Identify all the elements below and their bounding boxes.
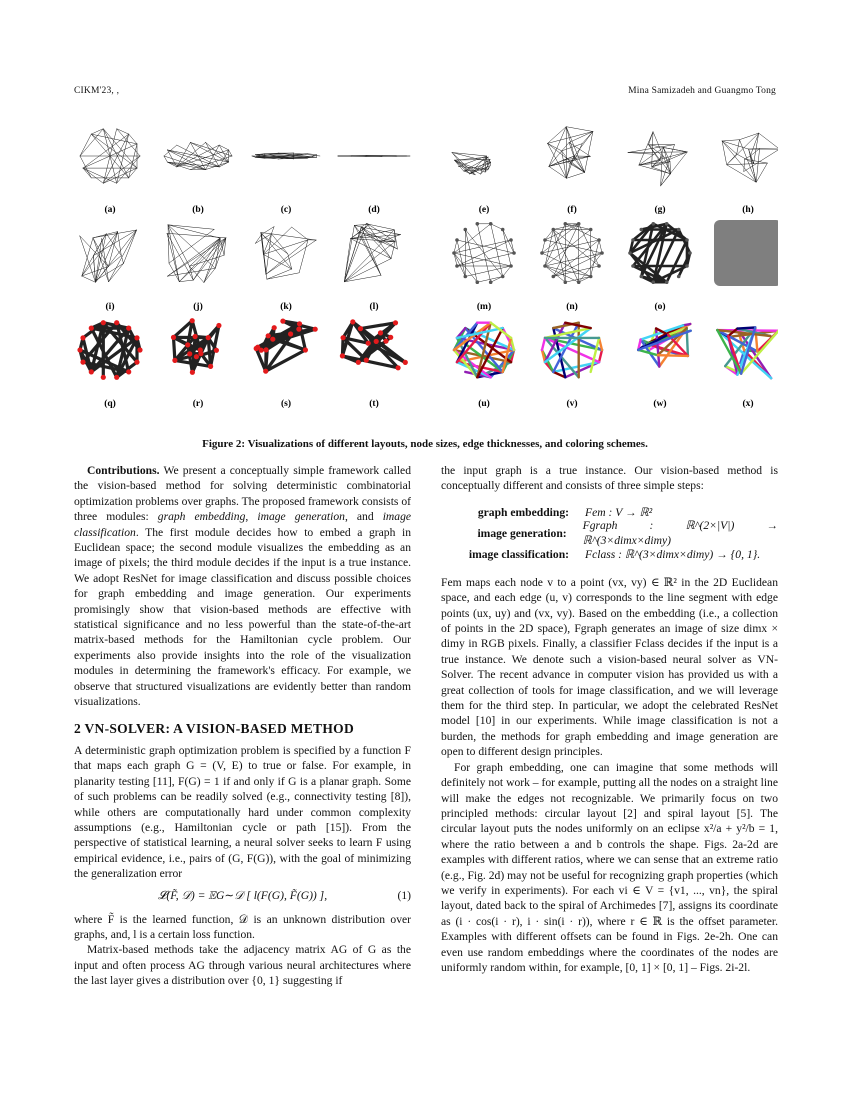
panel-label: (r) [192, 399, 204, 409]
contrib-text-2: . The first module decides how to embed a graph in Euclidean space; the second module visualizes the embedding as an image of pixels; the third module decides if the input is a true instance. We adopt ResNet for image classification and discuss possible choices for graph embedding and image generation. Our experiments promisingly show that vision-based methods are effective with statistical significance and no less powerful than the state-of-the-art matrix-based methods for the Hamiltonian cycle problem. Our experiments also provide insights into the role of the visualization modules in determining the framework's efficacy. For example, we observe that structured visualizations are evidently better than random visualizations. [74, 525, 411, 709]
graph-node [512, 251, 516, 255]
graph-edge [80, 129, 103, 156]
section-title: 2 VN-SOLVER: A VISION-BASED METHOD [74, 720, 355, 736]
paragraph-problem: A deterministic graph optimization problem is specified by a function F that maps each graph G = (V, E) to true or false. For example, in planarity testing [11], F(G) = 1 if and only if G is a planar graph. Some of such problems can be readily solved (e.g., connectivity testing [8]), while others are computationally hard under common complexity assumptions (e.g., Hamiltonian cycle or path [15]). From the perspective of statistical learning, a neural solver seeks to learn F using empirical evidence, i.e., pairs of (G, F(G)), with the goal of minimizing the generalization error [74, 743, 411, 881]
graph-edge [562, 151, 571, 163]
graph-edge [342, 338, 343, 356]
graph-node [677, 275, 681, 279]
contrib-text-1: We present a conceptually simple framework called the vision-based method for solving deterministic combinatorial optimization problems over graphs. The proposed framework consists of three modules: [74, 464, 411, 524]
graph-node [190, 318, 195, 323]
contrib-sep-1: , [245, 510, 258, 524]
graph-edge [591, 338, 599, 372]
graph-node [383, 339, 388, 344]
panel-p-block [714, 220, 778, 286]
graph-node [589, 275, 593, 279]
graph-node [126, 326, 131, 331]
graph-edge [599, 350, 602, 362]
graph-edge [582, 132, 593, 144]
graph-edge [542, 350, 545, 362]
graph-node [114, 320, 119, 325]
graph-edge [354, 224, 369, 225]
graph-node [509, 238, 513, 242]
graph-edge [167, 233, 193, 280]
graph-edge [744, 149, 778, 171]
paragraph-intro-steps: the input graph is a true instance. Our vision-based method is conceptually different and consists of three simple steps: [441, 464, 778, 493]
panel-label: (b) [192, 205, 204, 215]
graph-node [652, 222, 656, 226]
graph-node [577, 280, 581, 284]
graph-edge [179, 238, 220, 282]
paragraph-matrix-methods: Matrix-based methods take the adjacency matrix AG of G as the input and often process AG through various neural architectures where the last layer gives a distribution over {0, 1} suggesting if [74, 943, 411, 988]
graph-edge [267, 273, 299, 279]
graph-node [114, 375, 119, 380]
graph-node [198, 351, 203, 356]
contrib-em-2: image generation [257, 510, 345, 524]
graph-node [455, 238, 459, 242]
graph-node [194, 354, 199, 359]
graph-edge [727, 165, 757, 183]
graph-edge [503, 230, 511, 267]
graph-node [685, 238, 689, 242]
graph-edge [168, 225, 169, 263]
running-header-right: Mina Samizadeh and Guangmo Tong [628, 86, 776, 96]
graph-node [688, 251, 692, 255]
graph-edge [553, 230, 578, 283]
graph-node [452, 251, 456, 255]
panel-label: (d) [368, 205, 380, 215]
graph-node [393, 320, 398, 325]
graph-node [270, 337, 275, 342]
graph-node [216, 323, 221, 328]
graph-edge [564, 160, 585, 173]
graph-node [366, 341, 371, 346]
graph-node [388, 335, 393, 340]
panel-label: (s) [280, 399, 292, 409]
graph-edge [168, 225, 220, 238]
panel-label: (t) [369, 399, 379, 409]
paragraph-vn-solver: Fem maps each node v to a point (vx, vy) ∈ ℝ² in the 2D Euclidean space, and each edge (u, v) corresponds to the line segment with edge points (ux, uy) and (vx, vy). Based on the embedding (i.e., a collection of points in the 2D space), Fgraph generates an image of size dimx × dimy in RGB pixels. Finally, a classifier Fclass decides if the input is a true instance. We denote such a vision-based neural solver as VN-Solver. The recent advance in computer vision has provided us with a great collection of tools for image classification, and we will leverage them for the third step. In particular, we adopt the celebrated ResNet model [10] in our experiments. While image classification is not a burden, the methods for graph embedding and image generation are open to different design principles. [441, 575, 778, 759]
graph-edge [722, 141, 749, 149]
graph-node [187, 351, 192, 356]
figure-2 [72, 120, 778, 430]
graph-node [652, 280, 656, 284]
graph-edge [168, 225, 190, 266]
graph-node [403, 360, 408, 365]
graph-node [356, 360, 361, 365]
graph-node [80, 360, 85, 365]
panel-label: (w) [653, 399, 667, 409]
panel-label: (j) [193, 302, 203, 312]
step-formula: Fgraph : ℝ^(2×|V|) → ℝ^(3×dimx×dimy) [582, 518, 778, 548]
panel-label: (c) [280, 205, 292, 215]
graph-edge [566, 127, 584, 173]
panel-label: (o) [654, 302, 666, 312]
panel-label: (m) [476, 302, 492, 312]
graph-edge [579, 277, 591, 283]
graph-node [489, 222, 493, 226]
graph-edge [167, 238, 220, 276]
graph-node [280, 319, 285, 324]
graph-edge [344, 232, 360, 282]
graph-node [137, 347, 142, 352]
graph-edge [658, 355, 688, 356]
graph-node [489, 280, 493, 284]
contributions-paragraph [74, 463, 411, 710]
graph-edge [82, 232, 118, 276]
graph-edge [91, 129, 103, 134]
graph-node [254, 346, 259, 351]
graph-edge [167, 233, 226, 238]
graph-edge [169, 263, 179, 282]
graph-node [577, 222, 581, 226]
panel-label: (g) [654, 205, 666, 215]
graph-edge [566, 163, 570, 179]
step-formula: Fem : V → ℝ² [585, 505, 653, 519]
graph-node [543, 264, 547, 268]
right-column [441, 463, 778, 975]
graph-node [509, 264, 513, 268]
graph-edge [737, 140, 740, 154]
graph-edge [579, 224, 599, 266]
panel-label: (f) [567, 205, 577, 215]
graph-node [296, 327, 301, 332]
graph-node [185, 342, 190, 347]
panel-label: (q) [104, 399, 116, 409]
paragraph-loss: where F̃ is the learned function, 𝒟 is an unknown distribution over graphs, and, l is a certain loss function. [74, 912, 411, 941]
graph-node [543, 238, 547, 242]
graph-node [80, 335, 85, 340]
graph-node [313, 327, 318, 332]
graph-edge [565, 224, 599, 240]
contrib-sep-2: , and [344, 510, 383, 524]
graph-node [126, 369, 131, 374]
graph-edge [452, 153, 475, 175]
graph-edge [759, 133, 778, 149]
graph-node [358, 326, 363, 331]
graph-node [396, 365, 401, 370]
graph-edge [117, 129, 129, 134]
paragraph-graph-embedding: For graph embedding, one can imagine that some methods will definitely not work – for example, putting all the nodes on a straight line will make the edges not recognizable. We primarily focus on two principled methods: circular layout [2] and spiral layout [5]. The circular layout puts the nodes uniformly on an eclipse x²/a + y²/b = 1, where the ratio between a and b controls the shape. Figs. 2a-2d are examples with different ratios, where we can sense that an extreme ratio (e.g., Fig. 2d) may not be useful for recognizing graph properties (which we verify in experiments). For each vi ∈ V = {v1, ..., vn}, the spiral layout, dated back to the spiral of Archimedes [7], assigns its coordinate as (i · cos(i · r), i · sin(i · r)), where r ∈ ℝ is the offset parameter. Examples with different offsets can be found in Figs. 2e-2h. One can even use random embeddings where the coordinates of the nodes are uniformly random within, for example, [0, 1] × [0, 1] – Figs. 2i-2l. [441, 760, 778, 974]
figure-caption: Figure 2: Visualizations of different layouts, node sizes, edge thicknesses, and coloring schemes. [202, 438, 648, 450]
graph-node [374, 339, 379, 344]
graph-node [476, 222, 480, 226]
graph-edge [109, 263, 124, 281]
graph-edge [93, 232, 118, 238]
graph-node [631, 238, 635, 242]
graph-edge [266, 240, 308, 274]
equation-body: 𝓛(F̃, 𝒟) = 𝔼G∼𝒟 [ l(F(G), F̃(G)) ], [157, 888, 328, 902]
graph-edge [744, 159, 745, 171]
graph-node [89, 369, 94, 374]
graph-node [77, 347, 82, 352]
graph-edge [179, 280, 193, 282]
graph-node [272, 325, 277, 330]
graph-node [501, 228, 505, 232]
graph-node [501, 275, 505, 279]
equation-number: (1) [397, 888, 411, 902]
graph-edge [193, 238, 226, 280]
graph-edge [511, 240, 514, 253]
graph-node [208, 364, 213, 369]
graph-node [640, 275, 644, 279]
graph-edge [545, 224, 579, 240]
graph-edge [255, 234, 261, 243]
graph-node [677, 228, 681, 232]
graph-node [134, 360, 139, 365]
graph-node [190, 370, 195, 375]
graph-node [297, 321, 302, 326]
graph-node [364, 358, 369, 363]
graph-node [214, 348, 219, 353]
graph-edge [103, 168, 137, 183]
graph-node [350, 319, 355, 324]
graph-edge [271, 234, 316, 240]
step-image-classification [441, 544, 778, 565]
graph-node [552, 228, 556, 232]
graph-node [552, 275, 556, 279]
graph-edge [661, 152, 688, 186]
panel-label: (k) [280, 302, 292, 312]
panel-label: (u) [478, 399, 490, 409]
panel-label: (e) [478, 205, 490, 215]
graph-edge [491, 277, 503, 283]
step-formula: Fclass : ℝ^(3×dimx×dimy) → {0, 1}. [585, 547, 761, 561]
graph-node [134, 335, 139, 340]
graph-node [464, 228, 468, 232]
panel-label: (l) [369, 302, 379, 312]
graph-node [455, 264, 459, 268]
panel-label: (x) [742, 399, 754, 409]
graph-edge [299, 240, 308, 273]
graph-node [600, 251, 604, 255]
graph-edge [566, 172, 584, 178]
step-image-generation [441, 518, 778, 548]
graph-node [378, 330, 383, 335]
graph-edge [545, 224, 565, 266]
graph-edge [566, 127, 593, 132]
graph-node [259, 348, 264, 353]
graph-node [101, 375, 106, 380]
graph-edge [628, 153, 653, 155]
graph-edge [108, 256, 121, 267]
steps-block [441, 502, 778, 565]
graph-edge [491, 224, 503, 230]
left-column [74, 463, 411, 989]
graph-node [564, 222, 568, 226]
graph-edge [549, 166, 567, 178]
graph-node [564, 280, 568, 284]
graph-node [640, 228, 644, 232]
contrib-em-3: image classification [74, 510, 412, 539]
running-header-left: CIKM'23, , [74, 86, 120, 96]
step-label: image classification: [468, 547, 569, 561]
step-label: graph embedding: [477, 505, 569, 519]
graph-node [101, 320, 106, 325]
graph-edge [585, 132, 593, 173]
graph-node [172, 358, 177, 363]
graph-edge [394, 230, 397, 249]
graph-edge [722, 140, 739, 141]
graph-edge [545, 240, 602, 253]
graph-edge [261, 233, 292, 270]
graph-edge [452, 153, 486, 157]
graph-edge [737, 328, 755, 329]
graph-edge [599, 240, 602, 253]
graph-edge [628, 152, 687, 153]
graph-node [476, 280, 480, 284]
graph-node [266, 333, 271, 338]
graph-edge [344, 259, 391, 282]
graph-edge [628, 145, 675, 153]
graph-node [589, 228, 593, 232]
graph-node [540, 251, 544, 255]
graph-node [665, 222, 669, 226]
graph-node [288, 331, 293, 336]
graph-edge [727, 163, 768, 165]
graph-node [171, 335, 176, 340]
graph-node [628, 251, 632, 255]
graph-node [685, 264, 689, 268]
graph-node [206, 335, 211, 340]
graph-node [597, 264, 601, 268]
panel-label: (i) [105, 302, 115, 312]
graph-edge [95, 263, 123, 280]
graph-edge [566, 127, 574, 156]
graph-edge [204, 238, 226, 283]
graph-node [340, 353, 345, 358]
graph-node [193, 334, 198, 339]
equation-1 [74, 888, 411, 906]
graph-edge [124, 230, 137, 263]
graph-edge [168, 225, 214, 230]
figure-graph-panels [72, 120, 778, 430]
graph-node [665, 280, 669, 284]
graph-edge [639, 165, 671, 174]
graph-node [303, 347, 308, 352]
graph-node [89, 326, 94, 331]
contrib-em-1: graph embedding [157, 510, 246, 524]
graph-edge [262, 234, 267, 279]
graph-edge [117, 129, 140, 156]
graph-node [264, 347, 269, 352]
contributions-title: Contributions. [87, 464, 160, 477]
graph-edge [542, 338, 545, 350]
graph-edge [164, 145, 177, 156]
graph-edge [740, 133, 759, 140]
step-label: image generation: [477, 526, 567, 540]
graph-node [631, 264, 635, 268]
graph-edge [262, 234, 288, 254]
panel-label: (v) [566, 399, 578, 409]
graph-node [341, 335, 346, 340]
panel-label: (a) [104, 205, 116, 215]
panel-label: (n) [566, 302, 578, 312]
panel-label: (h) [742, 205, 754, 215]
graph-node [464, 275, 468, 279]
graph-node [263, 369, 268, 374]
graph-edge [574, 132, 593, 157]
graph-node [597, 238, 601, 242]
graph-edge [174, 337, 175, 360]
